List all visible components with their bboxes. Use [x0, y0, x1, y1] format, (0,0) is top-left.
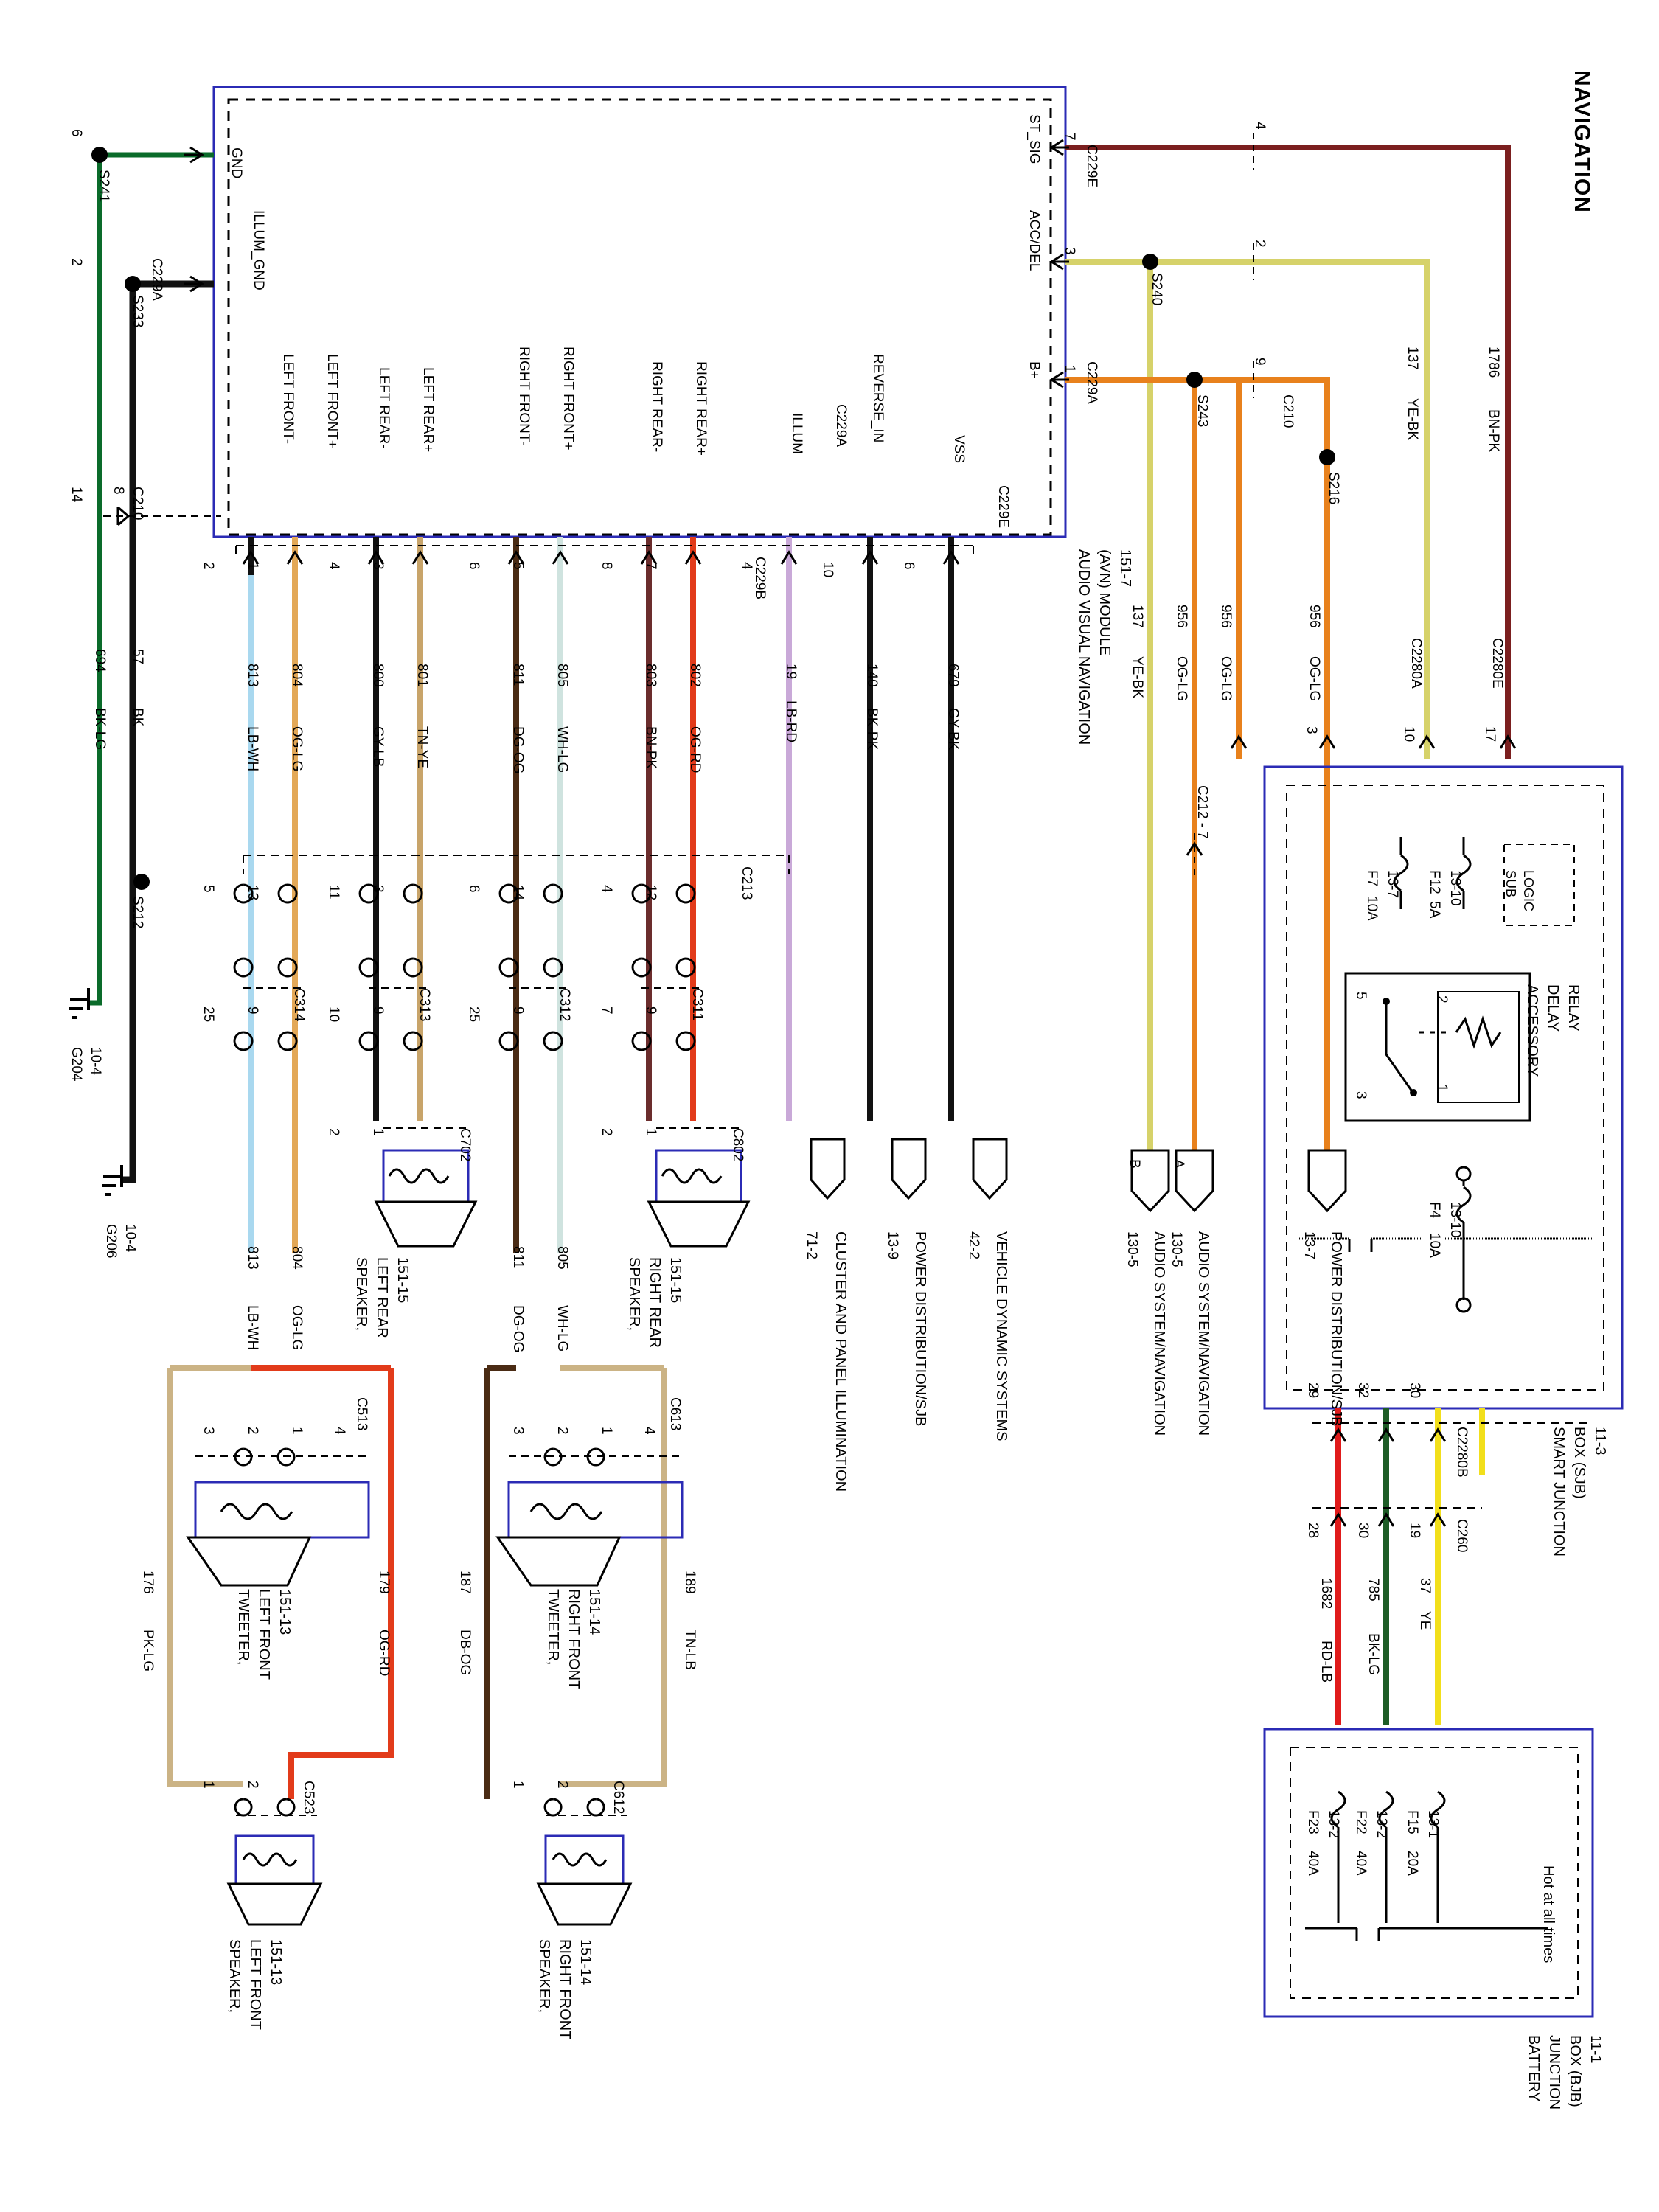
- wire-679-num: 679: [945, 664, 961, 687]
- ground-g206-ref: 10-4: [122, 1224, 138, 1253]
- connector-c802: C802: [730, 1128, 745, 1162]
- c312-pin-0: 25: [466, 1006, 481, 1023]
- page-title: NAVIGATION: [1570, 70, 1594, 213]
- c513-pin-3: 3: [201, 1427, 216, 1435]
- ground-g204: G204: [69, 1047, 84, 1082]
- c513-pin-4: 4: [332, 1427, 347, 1435]
- sjb-sub-logic: SUB: [1503, 870, 1518, 898]
- connector-c212-7: C212 - 7: [1194, 785, 1210, 839]
- wire-805-num-2: 805: [554, 1246, 570, 1270]
- avn-pin-right-rear-neg: RIGHT REAR-: [649, 361, 664, 453]
- avn-pin-acc-del: ACC/DEL: [1026, 210, 1042, 271]
- pin-num-3: 3: [1304, 726, 1319, 734]
- avn-pin-right-front-neg: RIGHT FRONT-: [516, 347, 532, 446]
- wire-187-code: DB-OG: [457, 1630, 473, 1676]
- device-speaker-right-front-ref: 151-14: [577, 1939, 594, 1986]
- wire-1786-num: 1786: [1486, 347, 1501, 378]
- avn-pin-b-plus: B+: [1026, 361, 1042, 379]
- wire-802-num: 802: [687, 664, 703, 687]
- connector-c2280e: C2280E: [1489, 638, 1505, 689]
- c702-pin-2: 2: [326, 1128, 341, 1136]
- device-tweeter-left-front-2: LEFT FRONT: [256, 1589, 272, 1680]
- c312-pin-1: 9: [510, 1006, 526, 1015]
- c612-pin-1: 1: [510, 1781, 526, 1789]
- splice-s241: S241: [96, 170, 111, 203]
- avn-pin-right-rear-pos: RIGHT REAR+: [693, 361, 709, 456]
- offpage-130-5-ref-2: 130-5: [1169, 1231, 1184, 1267]
- splice-s233: S233: [130, 295, 145, 328]
- avn-pin-illum-gnd: ILLUM_GND: [251, 210, 266, 291]
- avn-pin-illum: ILLUM: [789, 413, 804, 454]
- c523-pin-1: 1: [201, 1781, 216, 1789]
- avn-pin-left-front-neg: LEFT FRONT-: [280, 354, 296, 445]
- c513-pin-1: 1: [289, 1427, 305, 1435]
- pin-num-b4: 6: [466, 562, 481, 570]
- device-speaker-right-front: SPEAKER,: [536, 1939, 552, 2014]
- c313-pin-1: 9: [370, 1006, 386, 1015]
- connector-c513: C513: [354, 1397, 369, 1431]
- device-tweeter-right-front: TWEETER,: [545, 1589, 561, 1666]
- device-speaker-right-rear: SPEAKER,: [626, 1257, 642, 1332]
- wire-811-num-2: 811: [510, 1246, 526, 1269]
- relay-name: ACCESSORY: [1524, 984, 1540, 1077]
- connector-c312: C312: [557, 988, 572, 1022]
- connector-c612: C612: [611, 1781, 626, 1815]
- pin-number-14: 14: [69, 487, 84, 503]
- relay-pin-5: 5: [1353, 992, 1368, 1000]
- sjb-ref: 11-3: [1592, 1427, 1608, 1455]
- fuse-f7-id: F7: [1364, 870, 1380, 887]
- c523-pin-2: 2: [245, 1781, 260, 1789]
- device-speaker-left-front-2: LEFT FRONT: [247, 1939, 263, 2030]
- pin-num-10: 10: [1401, 726, 1416, 742]
- c311-pin-1: 9: [643, 1006, 658, 1015]
- connector-c613: C613: [667, 1397, 683, 1431]
- c513-pin-2: 2: [245, 1427, 260, 1435]
- c213-pin-6: 4: [599, 885, 614, 893]
- c213-pin-7: 12: [643, 885, 658, 901]
- connector-c229e: C229E: [1084, 145, 1099, 188]
- wire-956-code-1: OG-LG: [1174, 656, 1189, 702]
- avn-module-name2: (AVN) MODULE: [1096, 549, 1113, 656]
- wire-189-num: 189: [682, 1571, 698, 1594]
- device-tweeter-left-front-ref: 151-13: [276, 1589, 293, 1635]
- device-tweeter-left-front: TWEETER,: [235, 1589, 251, 1666]
- fuse-f22-ref: 13-2: [1374, 1810, 1389, 1839]
- wire-37-code: YE: [1417, 1611, 1433, 1630]
- sjb-pin-28: 28: [1305, 1523, 1321, 1539]
- c213-pin-1: 13: [245, 885, 260, 901]
- wire-179-num: 179: [376, 1571, 392, 1594]
- pin-number-2: 2: [69, 258, 84, 266]
- fuse-f15-id: F15: [1405, 1810, 1420, 1834]
- sjb-name: SMART JUNCTION: [1551, 1427, 1567, 1557]
- wire-956-code-2: OG-LG: [1218, 656, 1234, 702]
- wire-805-code-2: WH-LG: [554, 1305, 570, 1352]
- avn-pin-left-front-pos: LEFT FRONT+: [324, 354, 340, 448]
- connector-c523: C523: [301, 1781, 316, 1815]
- pin-num-r7: 7: [1062, 133, 1077, 141]
- avn-pin-left-rear-pos: LEFT REAR+: [420, 367, 436, 453]
- wire-811-code-2: DG-OG: [510, 1305, 526, 1353]
- fuse-f23-id: F23: [1305, 1810, 1321, 1834]
- connector-c2280a: C2280A: [1408, 638, 1424, 689]
- wire-1682-code: RD-LB: [1318, 1641, 1334, 1683]
- fuse-f15-rating: 20A: [1405, 1851, 1420, 1876]
- offpage-13-7-name: POWER DISTRIBUTION/SJB: [1328, 1231, 1344, 1427]
- wire-176-num: 176: [140, 1571, 156, 1594]
- avn-pin-reverse-in: REVERSE_IN: [870, 354, 886, 443]
- pin-num-r1: 1: [1062, 365, 1077, 373]
- wire-813-code: LB-WH: [245, 726, 260, 772]
- c213-pin-0: 5: [201, 885, 216, 893]
- wire-137-num: 137: [1405, 347, 1420, 370]
- wire-801-num: 801: [414, 664, 430, 687]
- wire-956-num-3: 956: [1307, 605, 1322, 628]
- wire-140-code: BK-PK: [864, 708, 880, 751]
- c613-pin-1: 1: [599, 1427, 614, 1435]
- sjb-name-2: BOX (SJB): [1571, 1427, 1587, 1499]
- fuse-f22-id: F22: [1353, 1810, 1368, 1834]
- c613-pin-4: 4: [641, 1427, 657, 1435]
- offpage-13-9-ref: 13-9: [885, 1231, 900, 1260]
- bjb-hot-label: Hot at all times: [1540, 1865, 1557, 1964]
- bjb-name-3: BOX (BJB): [1567, 2035, 1583, 2107]
- fuse-f12-id: F12: [1427, 870, 1442, 894]
- pin-num-r4: 4: [1252, 122, 1267, 130]
- bjb-ref: 11-1: [1587, 2035, 1604, 2064]
- pin-num-b6: 8: [599, 562, 614, 570]
- ground-g204-ref: 10-4: [88, 1047, 103, 1076]
- wire-813-num: 813: [245, 664, 260, 687]
- fuse-f7-rating: 10A: [1364, 896, 1380, 921]
- wire-57-code: BK: [130, 708, 145, 727]
- connector-c229a-bus: C229A: [833, 404, 849, 448]
- wire-679-code: GY-BK: [945, 708, 961, 751]
- pin-num-b0: 2: [201, 562, 216, 570]
- ground-g206: G206: [103, 1224, 119, 1259]
- wire-19-code: LB-RD: [783, 700, 799, 743]
- wire-179-code: OG-RD: [376, 1630, 392, 1677]
- avn-module-ref: 151-7: [1117, 549, 1133, 588]
- connector-c229e-bus: C229E: [995, 485, 1011, 529]
- wire-137-code: YE-BK: [1405, 398, 1420, 441]
- wire-956-num-1: 956: [1174, 605, 1189, 628]
- fuse-f23-rating: 40A: [1305, 1851, 1321, 1876]
- pin-num-b3: 3: [370, 562, 386, 570]
- c612-pin-2: 2: [554, 1781, 570, 1789]
- offpage-13-7-ref: 13-7: [1301, 1231, 1317, 1260]
- connector-c229a-left: C229A: [149, 258, 164, 302]
- wire-1682-num: 1682: [1318, 1578, 1334, 1610]
- wire-785-num: 785: [1366, 1578, 1381, 1601]
- bjb-name-2: JUNCTION: [1546, 2035, 1562, 2110]
- offpage-130-5-ref: 130-5: [1124, 1231, 1140, 1267]
- c802-pin-2: 2: [599, 1128, 614, 1136]
- connector-c210: C210: [130, 487, 145, 521]
- pin-num-17: 17: [1482, 726, 1498, 742]
- device-speaker-right-rear-2: RIGHT REAR: [647, 1257, 663, 1348]
- fuse-f12-ref: 13-10: [1447, 870, 1463, 906]
- device-speaker-left-rear-2: LEFT REAR: [374, 1257, 390, 1338]
- pin-num-b8: 4: [739, 562, 754, 570]
- c802-pin-1: 1: [643, 1128, 658, 1136]
- wire-1786-code: BN-PK: [1486, 409, 1501, 453]
- offpage-130-5-name: AUDIO SYSTEM/NAVIGATION: [1151, 1231, 1167, 1436]
- sjb-pin-19: 19: [1407, 1523, 1422, 1539]
- connector-c314: C314: [291, 988, 307, 1022]
- bjb-name: BATTERY: [1526, 2035, 1542, 2102]
- relay-pin-1: 1: [1434, 1084, 1450, 1092]
- wire-803-num: 803: [643, 664, 658, 687]
- connector-c313: C313: [417, 988, 432, 1022]
- offpage-42-2-name: VEHICLE DYNAMIC SYSTEMS: [993, 1231, 1009, 1441]
- wire-694-code: BK-LG: [92, 708, 108, 751]
- fuse-f12-rating: 5A: [1427, 901, 1442, 919]
- pin-num-b5: 5: [510, 562, 526, 570]
- wire-813-code-2: LB-WH: [245, 1305, 260, 1351]
- pin-num-b2: 4: [326, 562, 341, 570]
- c314-pin-1: 9: [245, 1006, 260, 1015]
- wire-187-num: 187: [457, 1571, 473, 1594]
- wire-804-code-2: OG-LG: [289, 1305, 305, 1351]
- relay-name-3: RELAY: [1565, 984, 1582, 1032]
- c702-pin-1: 1: [370, 1128, 386, 1136]
- avn-pin-left-rear-neg: LEFT REAR-: [376, 367, 392, 449]
- c213-pin-3: 3: [370, 885, 386, 893]
- wire-811-num: 811: [510, 664, 526, 686]
- wire-37-num: 37: [1417, 1578, 1433, 1594]
- c313-pin-0: 10: [326, 1006, 341, 1023]
- pin-num-r9: 9: [1252, 358, 1267, 366]
- relay-pin-3: 3: [1353, 1091, 1368, 1099]
- pin-num-b10: 6: [901, 562, 917, 570]
- c213-pin-2: 11: [326, 885, 341, 900]
- sjb-pin-30b: 30: [1355, 1523, 1371, 1539]
- device-speaker-right-rear-ref: 151-15: [667, 1257, 684, 1304]
- device-speaker-left-front: SPEAKER,: [226, 1939, 243, 2014]
- wire-804-num: 804: [289, 664, 305, 687]
- avn-pin-gnd: GND: [229, 147, 244, 179]
- wire-805-code: WH-LG: [554, 726, 570, 773]
- wire-956-num-2: 956: [1218, 605, 1234, 628]
- c311-pin-0: 7: [599, 1006, 614, 1015]
- device-tweeter-right-front-ref: 151-14: [586, 1589, 602, 1635]
- wire-801-code: TN-YE: [414, 726, 430, 768]
- pin-num-b1: 1: [245, 562, 260, 570]
- device-speaker-left-rear: SPEAKER,: [353, 1257, 369, 1332]
- avn-pin-st-sig: ST_SIG: [1026, 114, 1042, 164]
- fuse-f15-ref: 13-1: [1425, 1810, 1441, 1839]
- sjb-pin-29: 29: [1305, 1382, 1321, 1399]
- pin-number-8: 8: [111, 487, 126, 495]
- wire-804-code: OG-LG: [289, 726, 305, 772]
- sjb-pin-30: 30: [1407, 1382, 1422, 1399]
- wire-57-num: 57: [130, 649, 145, 665]
- wire-140-num: 140: [864, 664, 880, 687]
- wire-800-code: GY-LB: [370, 726, 386, 768]
- wire-804-num-2: 804: [289, 1246, 305, 1270]
- device-tweeter-right-front-2: RIGHT FRONT: [566, 1589, 582, 1690]
- wire-803-code: BN-PK: [643, 726, 658, 770]
- wire-811-code: DG-OG: [510, 726, 526, 774]
- offpage-42-2-ref: 42-2: [966, 1231, 981, 1260]
- connector-c2280b: C2280B: [1454, 1427, 1470, 1478]
- connector-c702: C702: [457, 1128, 473, 1162]
- wire-813-num-2: 813: [245, 1246, 260, 1270]
- connector-c229b: C229B: [752, 557, 768, 600]
- wire-805-num: 805: [554, 664, 570, 687]
- pin-num-b7: 7: [643, 562, 658, 570]
- c213-pin-4: 6: [466, 885, 481, 893]
- wire-176-code: PK-LG: [140, 1630, 156, 1672]
- pin-num-b9: 10: [820, 562, 835, 578]
- offpage-71-2-ref: 71-2: [804, 1231, 819, 1260]
- fuse-f4-rating: 10A: [1427, 1233, 1442, 1258]
- c613-pin-2: 2: [554, 1427, 570, 1435]
- splice-s240: S240: [1149, 273, 1164, 306]
- offpage-71-2-name: CLUSTER AND PANEL ILLUMINATION: [832, 1231, 849, 1492]
- wire-802-code: OG-RD: [687, 726, 703, 773]
- fuse-f7-ref: 13-7: [1385, 870, 1400, 899]
- pin-num-r2: 2: [1252, 240, 1267, 248]
- connector-c213: C213: [739, 866, 754, 900]
- wire-137-code-2: YE-BK: [1130, 656, 1145, 699]
- avn-module-name: AUDIO VISUAL NAVIGATION: [1076, 549, 1092, 745]
- sjb-sub-logic-2: LOGIC: [1521, 870, 1536, 912]
- splice-s243: S243: [1194, 394, 1210, 428]
- wire-785-code: BK-LG: [1366, 1633, 1381, 1676]
- wire-19-num: 19: [783, 664, 799, 680]
- connector-c229a-right: C229A: [1084, 361, 1099, 405]
- avn-pin-vss: VSS: [951, 435, 967, 464]
- offpage-13-9-name: POWER DISTRIBUTION/SJB: [912, 1231, 928, 1427]
- pin-num-r3: 3: [1062, 247, 1077, 255]
- fuse-f4-id: F4: [1427, 1202, 1442, 1219]
- c314-pin-0: 25: [201, 1006, 216, 1023]
- device-speaker-left-rear-ref: 151-15: [394, 1257, 411, 1304]
- wire-800-num: 800: [370, 664, 386, 687]
- device-speaker-left-front-ref: 151-13: [268, 1939, 284, 1986]
- fuse-f23-ref: 13-2: [1326, 1810, 1341, 1839]
- offpage-letter-b: B: [1127, 1159, 1142, 1169]
- connector-c311: C311: [689, 988, 705, 1021]
- device-speaker-right-front-2: RIGHT FRONT: [557, 1939, 573, 2040]
- wire-137-num-2: 137: [1130, 605, 1145, 628]
- wire-694-num: 694: [92, 649, 108, 672]
- splice-s216: S216: [1326, 472, 1341, 505]
- connector-c210-right: C210: [1280, 394, 1295, 428]
- sjb-pin-32: 32: [1355, 1382, 1371, 1399]
- pin-number-6: 6: [69, 129, 84, 137]
- relay-name-2: DELAY: [1545, 984, 1561, 1032]
- wire-956-code-3: OG-LG: [1307, 656, 1322, 702]
- splice-s212: S212: [130, 896, 145, 929]
- wire-189-code: TN-LB: [682, 1630, 698, 1670]
- relay-pin-2: 2: [1434, 995, 1450, 1004]
- offpage-letter-a: A: [1171, 1159, 1186, 1169]
- fuse-f4-ref: 13-10: [1447, 1202, 1463, 1238]
- fuse-f22-rating: 40A: [1353, 1851, 1368, 1876]
- connector-c260: C260: [1454, 1519, 1470, 1553]
- avn-pin-right-front-pos: RIGHT FRONT+: [560, 347, 576, 451]
- offpage-130-5-name-2: AUDIO SYSTEM/NAVIGATION: [1195, 1231, 1211, 1436]
- c213-pin-5: 14: [510, 885, 526, 901]
- c613-pin-3: 3: [510, 1427, 526, 1435]
